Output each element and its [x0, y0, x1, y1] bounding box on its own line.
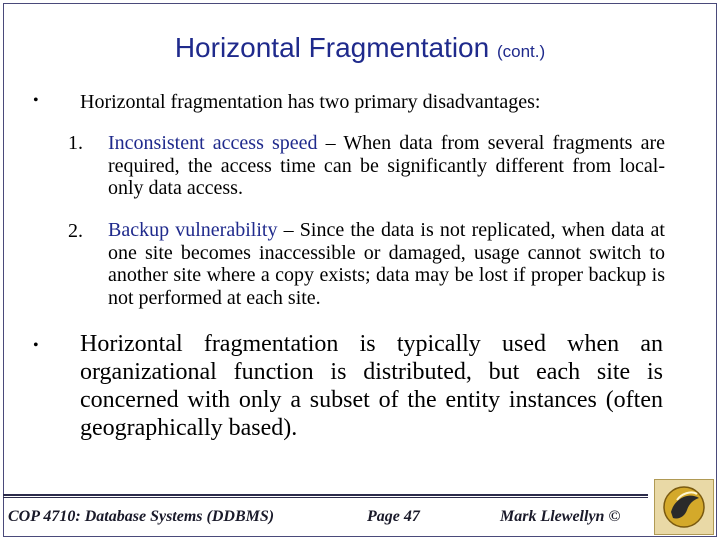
slide-title: [0, 30, 720, 70]
title-suffix: (cont.): [496, 42, 546, 61]
item-body-1: [108, 132, 665, 200]
footer-course: COP 4710: Database Systems (DDBMS): [8, 508, 275, 525]
footer-divider: [3, 494, 648, 496]
item-text-1: – When data from several fragments are required, the access time can be significantly different from local-only data access.: [108, 132, 665, 199]
footer-divider-thin: [3, 497, 648, 498]
footer-page: Page 47: [367, 508, 420, 525]
item-number-2: 2.: [68, 220, 83, 242]
footer-author: Mark Llewellyn ©: [500, 508, 621, 525]
bullet-marker-2: •: [33, 337, 39, 354]
item-number-1: 1.: [68, 132, 83, 154]
item-body-2: [108, 219, 665, 309]
title-main: Horizontal Fragmentation: [174, 32, 490, 63]
item-label-1: Inconsistent access speed: [108, 132, 318, 154]
bullet-text-1: Horizontal fragmentation has two primary disadvantages:: [80, 91, 541, 113]
item-label-2: Backup vulnerability: [108, 219, 278, 241]
bullet-text-2: Horizontal fragmentation is typically used when an organizational function is distributed, but each site is concerned with only a subset of the entity instances (often geographically based).: [80, 331, 663, 441]
item-text-2: – Since the data is not replicated, when data at one site becomes inaccessible or damaged, usage cannot switch to another site where a copy exists; data may be lost if proper backup is not performed at each site.: [108, 219, 665, 309]
ucf-pegasus-logo-icon: [654, 479, 714, 535]
bullet-marker-1: •: [33, 92, 39, 109]
